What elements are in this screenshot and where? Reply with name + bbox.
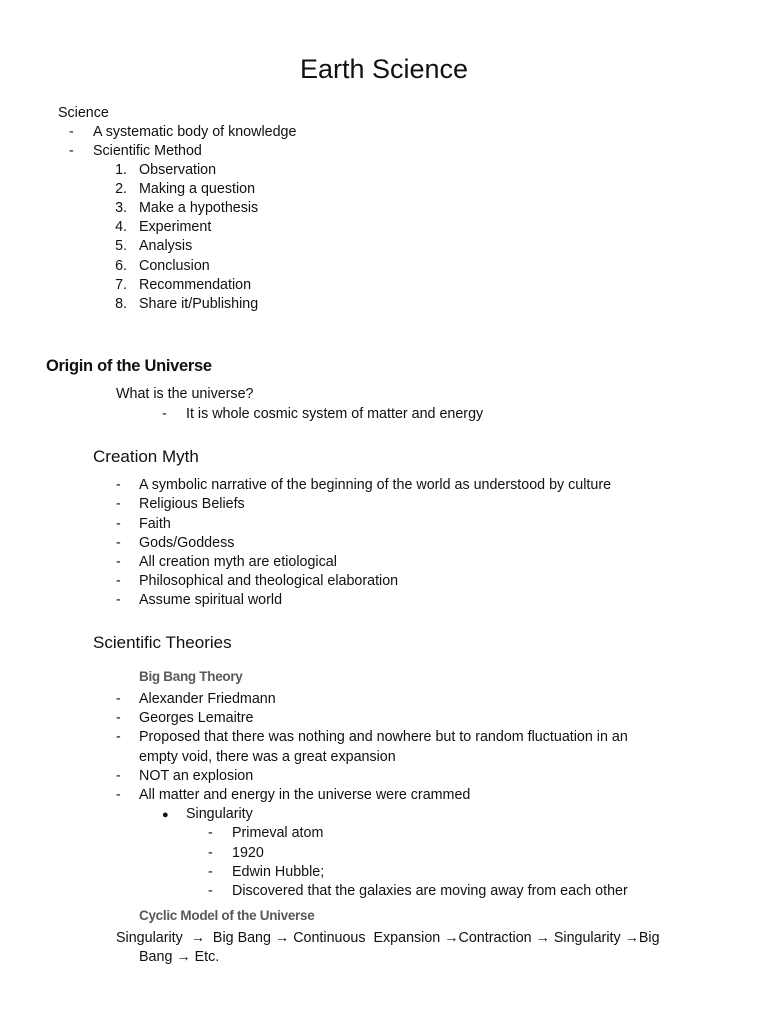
- list-item-text: Gods/Goddess: [139, 535, 235, 551]
- item-text: Experiment: [139, 219, 212, 235]
- item-number: 8.: [115, 296, 127, 312]
- item-number: 3.: [115, 200, 127, 216]
- origin-heading: Origin of the Universe: [46, 357, 212, 375]
- dash-bullet: -: [69, 124, 74, 140]
- origin-question: What is the universe?: [116, 386, 254, 402]
- list-item: [208, 863, 325, 882]
- dash-bullet: -: [162, 406, 167, 422]
- list-item-text: Faith: [139, 516, 171, 532]
- numbered-item: [107, 199, 259, 218]
- list-item-text: Primeval atom: [232, 825, 324, 841]
- numbered-item: [107, 161, 217, 180]
- singularity-label: Singularity: [186, 806, 253, 822]
- dash-bullet: -: [116, 554, 121, 570]
- item-text: Analysis: [139, 238, 193, 254]
- list-item-text: All creation myth are etiological: [139, 554, 337, 570]
- list-item-text: A symbolic narrative of the beginning of the world as understood by culture: [139, 477, 612, 493]
- item-number: 2.: [115, 181, 127, 197]
- item-number: 1.: [115, 162, 127, 178]
- numbered-item: [107, 218, 212, 237]
- dash-bullet: -: [116, 787, 121, 803]
- dash-bullet: -: [208, 845, 213, 861]
- list-item: [116, 515, 171, 534]
- list-item: [208, 844, 264, 863]
- list-item-text: Discovered that the galaxies are moving away from each other: [232, 883, 628, 899]
- dash-bullet: -: [116, 496, 121, 512]
- item-text: Making a question: [139, 181, 256, 197]
- item-number: 5.: [115, 238, 127, 254]
- item-number: 6.: [115, 258, 127, 274]
- dot-bullet: ●: [162, 809, 169, 821]
- list-item: [116, 786, 471, 805]
- list-item: [69, 123, 297, 142]
- list-item-text: Scientific Method: [93, 143, 202, 159]
- list-item: [208, 882, 628, 901]
- list-item-text: Georges Lemaitre: [139, 710, 254, 726]
- list-item: [116, 690, 276, 709]
- list-item-text: Religious Beliefs: [139, 496, 245, 512]
- cyclic-model-sequence: Singularity → Big Bang → Continuous Expansion →Contraction → Singularity →Big: [116, 930, 660, 946]
- list-item-text: Edwin Hubble;: [232, 864, 325, 880]
- dash-bullet: -: [116, 710, 121, 726]
- numbered-item: [107, 276, 252, 295]
- numbered-item: [107, 257, 210, 276]
- list-item: [116, 553, 337, 572]
- science-heading: Science: [58, 105, 109, 121]
- list-item-text: A systematic body of knowledge: [93, 124, 297, 140]
- dash-bullet: -: [208, 883, 213, 899]
- list-item: [116, 709, 254, 728]
- list-item: [116, 591, 283, 610]
- cyclic-model-heading: Cyclic Model of the Universe: [139, 908, 315, 923]
- numbered-item: [107, 180, 256, 199]
- list-item: [208, 824, 324, 843]
- dash-bullet: -: [208, 825, 213, 841]
- origin-answer: It is whole cosmic system of matter and energy: [186, 406, 484, 422]
- item-number: 4.: [115, 219, 127, 235]
- item-text: Observation: [139, 162, 217, 178]
- dash-bullet: -: [116, 477, 121, 493]
- cyclic-model-sequence-continuation: Bang → Etc.: [139, 949, 220, 965]
- item-text: Conclusion: [139, 258, 210, 274]
- list-item-text: Proposed that there was nothing and nowhere but to random fluctuation in an: [139, 729, 628, 745]
- list-item: [116, 728, 628, 747]
- list-item: [116, 572, 399, 591]
- dash-bullet: -: [208, 864, 213, 880]
- dash-bullet: -: [116, 516, 121, 532]
- list-item: [116, 495, 245, 514]
- dash-bullet: -: [116, 535, 121, 551]
- item-text: Recommendation: [139, 277, 252, 293]
- item-text: Make a hypothesis: [139, 200, 259, 216]
- dash-bullet: -: [116, 592, 121, 608]
- big-bang-heading: Big Bang Theory: [139, 669, 243, 684]
- numbered-item: [107, 237, 193, 256]
- list-item-text: Philosophical and theological elaboration: [139, 573, 399, 589]
- list-item: [116, 534, 235, 553]
- scientific-theories-heading: Scientific Theories: [93, 633, 232, 652]
- item-number: 7.: [115, 277, 127, 293]
- list-item-text: Assume spiritual world: [139, 592, 283, 608]
- item-text: Share it/Publishing: [139, 296, 259, 312]
- list-item-text: All matter and energy in the universe were crammed: [139, 787, 471, 803]
- list-item-text: NOT an explosion: [139, 768, 254, 784]
- numbered-item: [107, 295, 259, 314]
- page-title: Earth Science: [299, 54, 469, 84]
- list-item-text: 1920: [232, 845, 264, 861]
- list-item: [116, 767, 254, 786]
- list-item-text: Alexander Friedmann: [139, 691, 276, 707]
- list-item: [162, 405, 484, 424]
- creation-myth-heading: Creation Myth: [93, 447, 199, 466]
- list-item: [116, 476, 612, 495]
- list-item-continuation: empty void, there was a great expansion: [139, 749, 396, 765]
- dash-bullet: -: [116, 573, 121, 589]
- dash-bullet: -: [69, 143, 74, 159]
- dash-bullet: -: [116, 768, 121, 784]
- list-item: [69, 142, 202, 161]
- list-item: [162, 805, 253, 825]
- dash-bullet: -: [116, 729, 121, 745]
- dash-bullet: -: [116, 691, 121, 707]
